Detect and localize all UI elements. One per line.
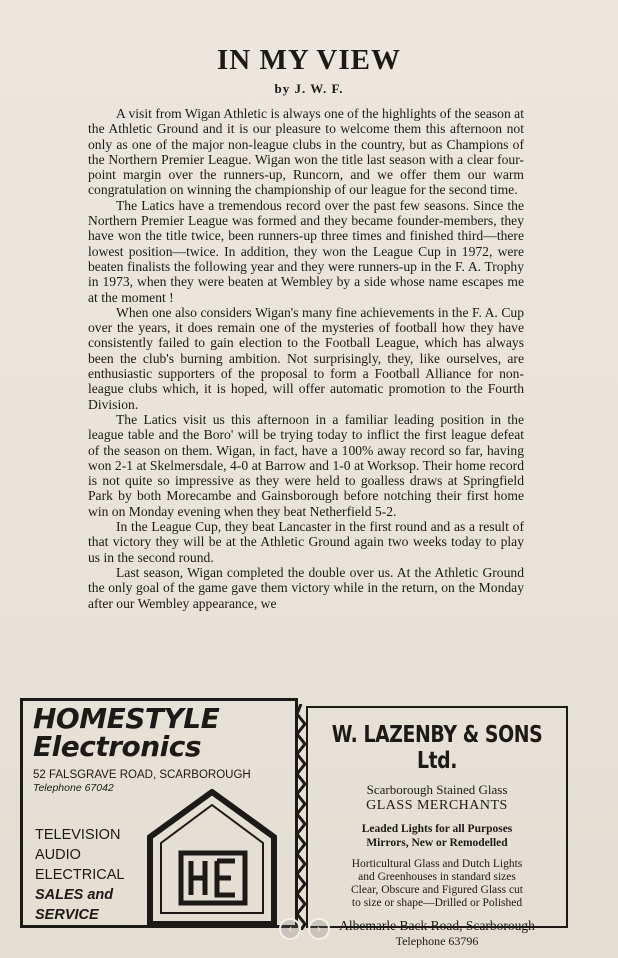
lazenby-address: Albemarle Back Road, Scarborough (339, 918, 535, 933)
lazenby-detail-line: Horticultural Glass and Dutch Lights (351, 858, 523, 870)
lazenby-bold-line: Leaded Lights for all Purposes (361, 823, 513, 835)
article-paragraph: In the League Cup, they beat Lancaster in the first round and as a result of that victory they will be at the Athletic Ground again two weeks today to play us in the second round. (88, 519, 524, 565)
service-item: SALES and (35, 887, 114, 903)
lazenby-bold-line: Mirrors, New or Remodelled (366, 837, 508, 849)
next-page-button[interactable]: › (308, 918, 330, 940)
homestyle-advert (20, 698, 298, 928)
homestyle-address: 52 FALSGRAVE ROAD, SCARBOROUGH (33, 769, 251, 781)
lazenby-name: W. LAZENBY & SONS Ltd. (331, 722, 543, 774)
lazenby-detail-line: and Greenhouses in standard sizes (358, 871, 516, 883)
lazenby-telephone: Telephone 63796 (395, 934, 479, 948)
article-paragraph: Last season, Wigan completed the double over us. At the Athletic Ground the only goal of the game gave them victory while in the return, on the Monday after our Wembley appearance, we (88, 564, 524, 611)
article-paragraph: When one also considers Wigan's many fine achievements in the F. A. Cup over the years, it does remain one of the mysteries of football how they have consistently failed to gain election to the Football League, which has always been the club's burning ambition. Not surprisingly, they, like ourselves, are enthusiastic supporters of the proposal to form a Football Alliance for non-league clubs which, it is hoped, will offer automatic promotion to the Fourth Division. (88, 304, 524, 412)
service-item: SERVICE (35, 907, 99, 923)
homestyle-name-line2: Electronics (33, 730, 202, 763)
previous-page-button[interactable]: ‹ (279, 918, 301, 940)
article-byline: by J. W. F. (274, 81, 344, 96)
lazenby-subtitle: GLASS MERCHANTS (366, 798, 508, 813)
lazenby-detail-line: Clear, Obscure and Figured Glass cut (351, 884, 523, 896)
homestyle-house-logo-icon (147, 789, 277, 927)
homestyle-name: HOMESTYLE (33, 702, 220, 735)
homestyle-telephone: Telephone 67042 (33, 782, 114, 794)
lazenby-tagline: Scarborough Stained Glass (366, 782, 508, 797)
article-paragraph: The Latics visit us this afternoon in a familiar leading position in the league table and the Boro' will be trying today to inflict the first league defeat of the season on them. Wigan, in fact, have a 100% away record so far, having won 2-1 at Skelmersdale, 4-0 at Barrow and 1-0 at Worksop. Their home record is not quite so impressive as they were held to goalless draws at Springfield Park by both Morecambe and Gainsborough before notching their first home win on Monday evening when they beat Netherfield 5-2. (88, 411, 524, 519)
service-item: AUDIO (35, 847, 81, 863)
article-paragraph: A visit from Wigan Athletic is always one of the highlights of the season at the Athletic Ground and it is our pleasure to welcome them this afternoon not only as one of the major non-league clubs in the country, but as Champions of the Northern Premier League. Wigan won the title last season with a clear four-point margin over the runners-up, Runcorn, and we offer them our warm congratulation on winning the championship of our league for the second time. (88, 106, 524, 198)
homestyle-services (35, 825, 124, 925)
article-title: IN MY VIEW (216, 44, 401, 76)
service-item: ELECTRICAL (35, 867, 125, 883)
zigzag-divider-icon (296, 704, 306, 930)
service-item: TELEVISION (35, 827, 121, 843)
lazenby-detail-line: to size or shape—Drilled or Polished (351, 897, 523, 909)
advertisements (20, 698, 580, 948)
article-paragraph: The Latics have a tremendous record over the past few seasons. Since the Northern Premier League was formed and they became founder-members, they have won the title twice, been runners-up three times and finished third—there lowest position—twice. In addition, they won the League Cup in 1972, were beaten finalists the following year and they were runners-up in the F. A. Trophy in 1973, when they were beaten at Wembley by a side whose name escapes me at the moment ! (88, 197, 524, 305)
article-body (88, 106, 524, 611)
lazenby-advert (306, 706, 568, 948)
